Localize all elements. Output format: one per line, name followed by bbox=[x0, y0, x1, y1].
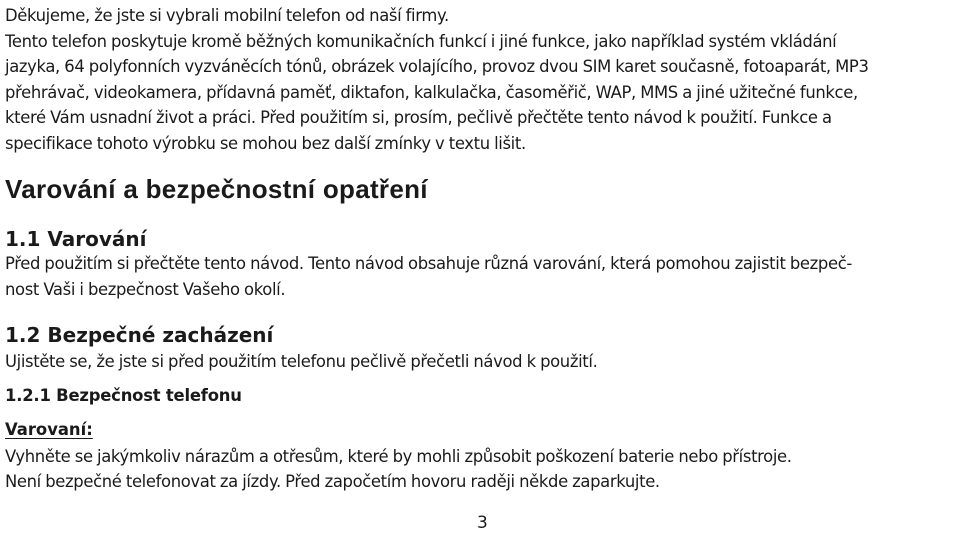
paragraph-line: Vyhněte se jakýmkoliv nárazům a otřesům, které by mohli způsobit poškození baterie nebo přístroje. bbox=[5, 447, 792, 466]
paragraph-line: Před použitím si přečtěte tento návod. Tento návod obsahuje různá varování, která pomohou zajistit bezpeč- bbox=[5, 254, 852, 273]
intro-line: specifikace tohoto výrobku se mohou bez další zmínky v textu lišit. bbox=[5, 133, 526, 153]
section-title: Varování a bezpečnostní opatření bbox=[5, 174, 428, 204]
phone-safety-paragraph bbox=[5, 444, 955, 494]
paragraph-line: Není bezpečné telefonovat za jízdy. Před započetím hovoru raději někde zaparkujte. bbox=[5, 472, 660, 491]
intro-line: Tento telefon poskytuje kromě běžných komunikačních funkcí i jiné funkce, jako například systém vkládání bbox=[5, 31, 837, 51]
warning-paragraph bbox=[5, 251, 953, 302]
warning-label: Varovaní: bbox=[5, 420, 93, 439]
intro-line: přehrávač, videokamera, přídavná paměť, diktafon, kalkulačka, časoměřič, WAP, MMS a jiné užitečné funkce, bbox=[5, 82, 858, 102]
heading-1-2-1: 1.2.1 Bezpečnost telefonu bbox=[5, 386, 242, 405]
intro-line: které Vám usnadní život a práci. Před použitím si, prosím, pečlivě přečtěte tento návod k použití. Funkce a bbox=[5, 108, 832, 127]
intro-line: Děkujeme, že jste si vybrali mobilní telefon od naší firmy. bbox=[5, 6, 449, 25]
heading-1-2: 1.2 Bezpečné zacházení bbox=[5, 323, 274, 347]
intro-line: jazyka, 64 polyfonních vyzváněcích tónů, obrázek volajícího, provoz dvou SIM karet současně, fotoaparát, MP3 bbox=[5, 57, 869, 76]
heading-1-1: 1.1 Varování bbox=[5, 227, 147, 251]
page-number: 3 bbox=[477, 513, 488, 533]
intro-paragraph bbox=[5, 3, 955, 156]
safe-handling-paragraph: Ujistěte se, že jste si před použitím telefonu pečlivě přečetli návod k použití. bbox=[5, 352, 598, 371]
paragraph-line: nost Vaši i bezpečnost Vašeho okolí. bbox=[5, 279, 286, 299]
